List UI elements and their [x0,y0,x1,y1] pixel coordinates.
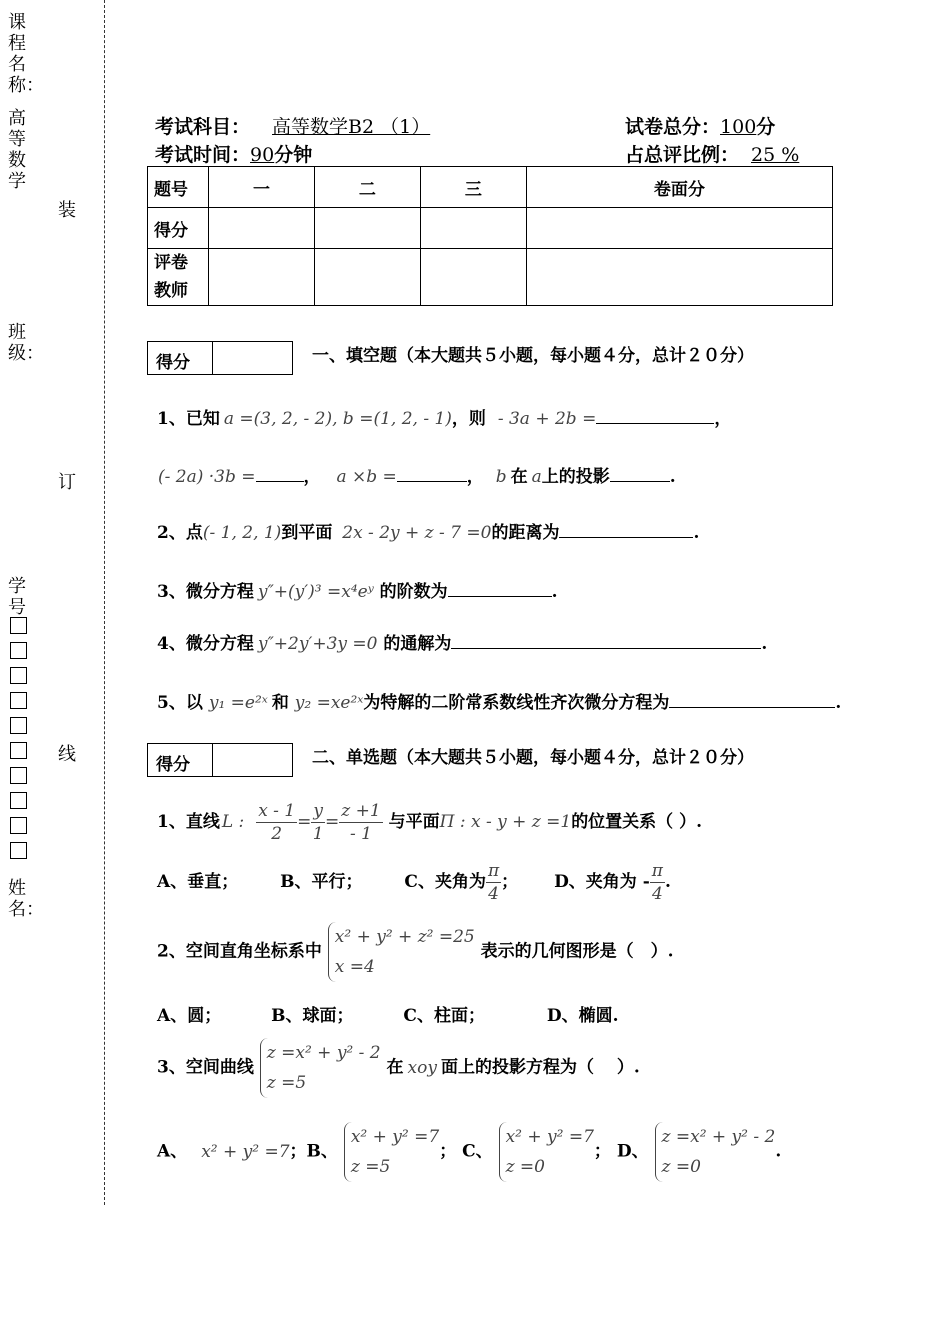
s1-q4: 4、微分方程 y″+2y′+3y =0 的通解为 . [157,634,768,654]
score-row-label: 得分 [148,208,209,249]
score-cell[interactable] [314,208,420,249]
binding-mark-1: 装 [58,200,76,221]
s2-q1: 1、直线 L : $\frac{x - 1}{2}$ = $\frac{y}{1}$ = $\frac{z +1}{- 1}$ 与平面Π : x - y + z =1的位置关系（ ）. [157,801,703,844]
grader-cell[interactable] [314,249,420,306]
grader-cell[interactable] [209,249,315,306]
time-row: 考试时间：90分钟 [155,144,313,166]
s1-q2: 2、点(- 1, 2, 1)到平面 2x - 2y + z - 7 =0的距离为 . [157,523,700,543]
binding-line [104,0,105,1205]
total-score-row: 试卷总分：100分 [625,116,776,138]
class-label: 班级： [8,322,44,364]
section1-score-box[interactable]: 得分 [147,341,293,375]
score-header-1: 一 [209,167,315,208]
section2-score-box[interactable]: 得分 [147,743,293,777]
section1-title: 一、填空题（本大题共５小题，每小题４分，总计２０分） [312,346,754,366]
student-id-label: 学号 [8,576,26,618]
course-name: 高等数学 [8,108,26,192]
score-header-3: 三 [420,167,526,208]
grader-cell[interactable] [526,249,832,306]
binding-mark-2: 订 [58,472,76,493]
subject-value: 高等数学B2 （1） [272,116,431,138]
s2-q3: 3、空间曲线 z =x² + y² - 2 z =5 在 xoy 面上的投影方程为（ ）. [157,1038,640,1098]
s1-q3: 3、微分方程 y″+(y′)³ =x⁴eʸ 的阶数为 . [157,582,558,602]
score-cell[interactable] [526,208,832,249]
s1-q1-line1: 1、已知 a =(3, 2, - 2), b =(1, 2, - 1)，则 - 3a + 2b = ， [157,409,732,429]
grader-cell[interactable] [420,249,526,306]
score-header-2: 二 [314,167,420,208]
section2-title: 二、单选题（本大题共５小题，每小题４分，总计２０分） [312,748,754,768]
binding-mark-3: 线 [58,744,76,765]
name-label: 姓名： [8,878,44,920]
s2-q2: 2、空间直角坐标系中 x² + y² + z² =25 x =4 表示的几何图形是（ ）. [157,922,674,982]
subject-row: 考试科目： 高等数学B2 （1） [155,112,460,139]
s2-q2-options: A、圆； B、球面； C、柱面； D、椭圆. [157,1006,619,1026]
student-id-boxes[interactable] [10,617,27,867]
s2-q3-options: A、 x² + y² =7；B、 x² + y² =7 z =5 ； C、 x² + y² =7 z =0 ； D、 z =x² + y² - 2 z =0 . [157,1122,781,1182]
score-table [147,166,833,306]
s1-q1-line2: (- 2a) ·3b = ， a ×b = ， b 在 a上的投影 . [158,467,676,487]
course-label: 课程名称： [8,12,44,96]
s1-q5: 5、以 y₁ =e²ˣ 和 y₂ =xe²ˣ为特解的二阶常系数线性齐次微分方程为 . [157,693,842,713]
s2-q1-options: A、垂直； B、平行； C、夹角为 $\frac{\pi}{4}$ ； D、夹角为 - $\frac{\pi}{4}$ . [157,861,671,904]
ratio-row: 占总评比例： 25 % [625,144,800,166]
score-header-0: 题号 [148,167,209,208]
score-cell[interactable] [420,208,526,249]
score-header-4: 卷面分 [526,167,832,208]
score-cell[interactable] [209,208,315,249]
grader-row-label: 评卷 教师 [148,249,209,306]
